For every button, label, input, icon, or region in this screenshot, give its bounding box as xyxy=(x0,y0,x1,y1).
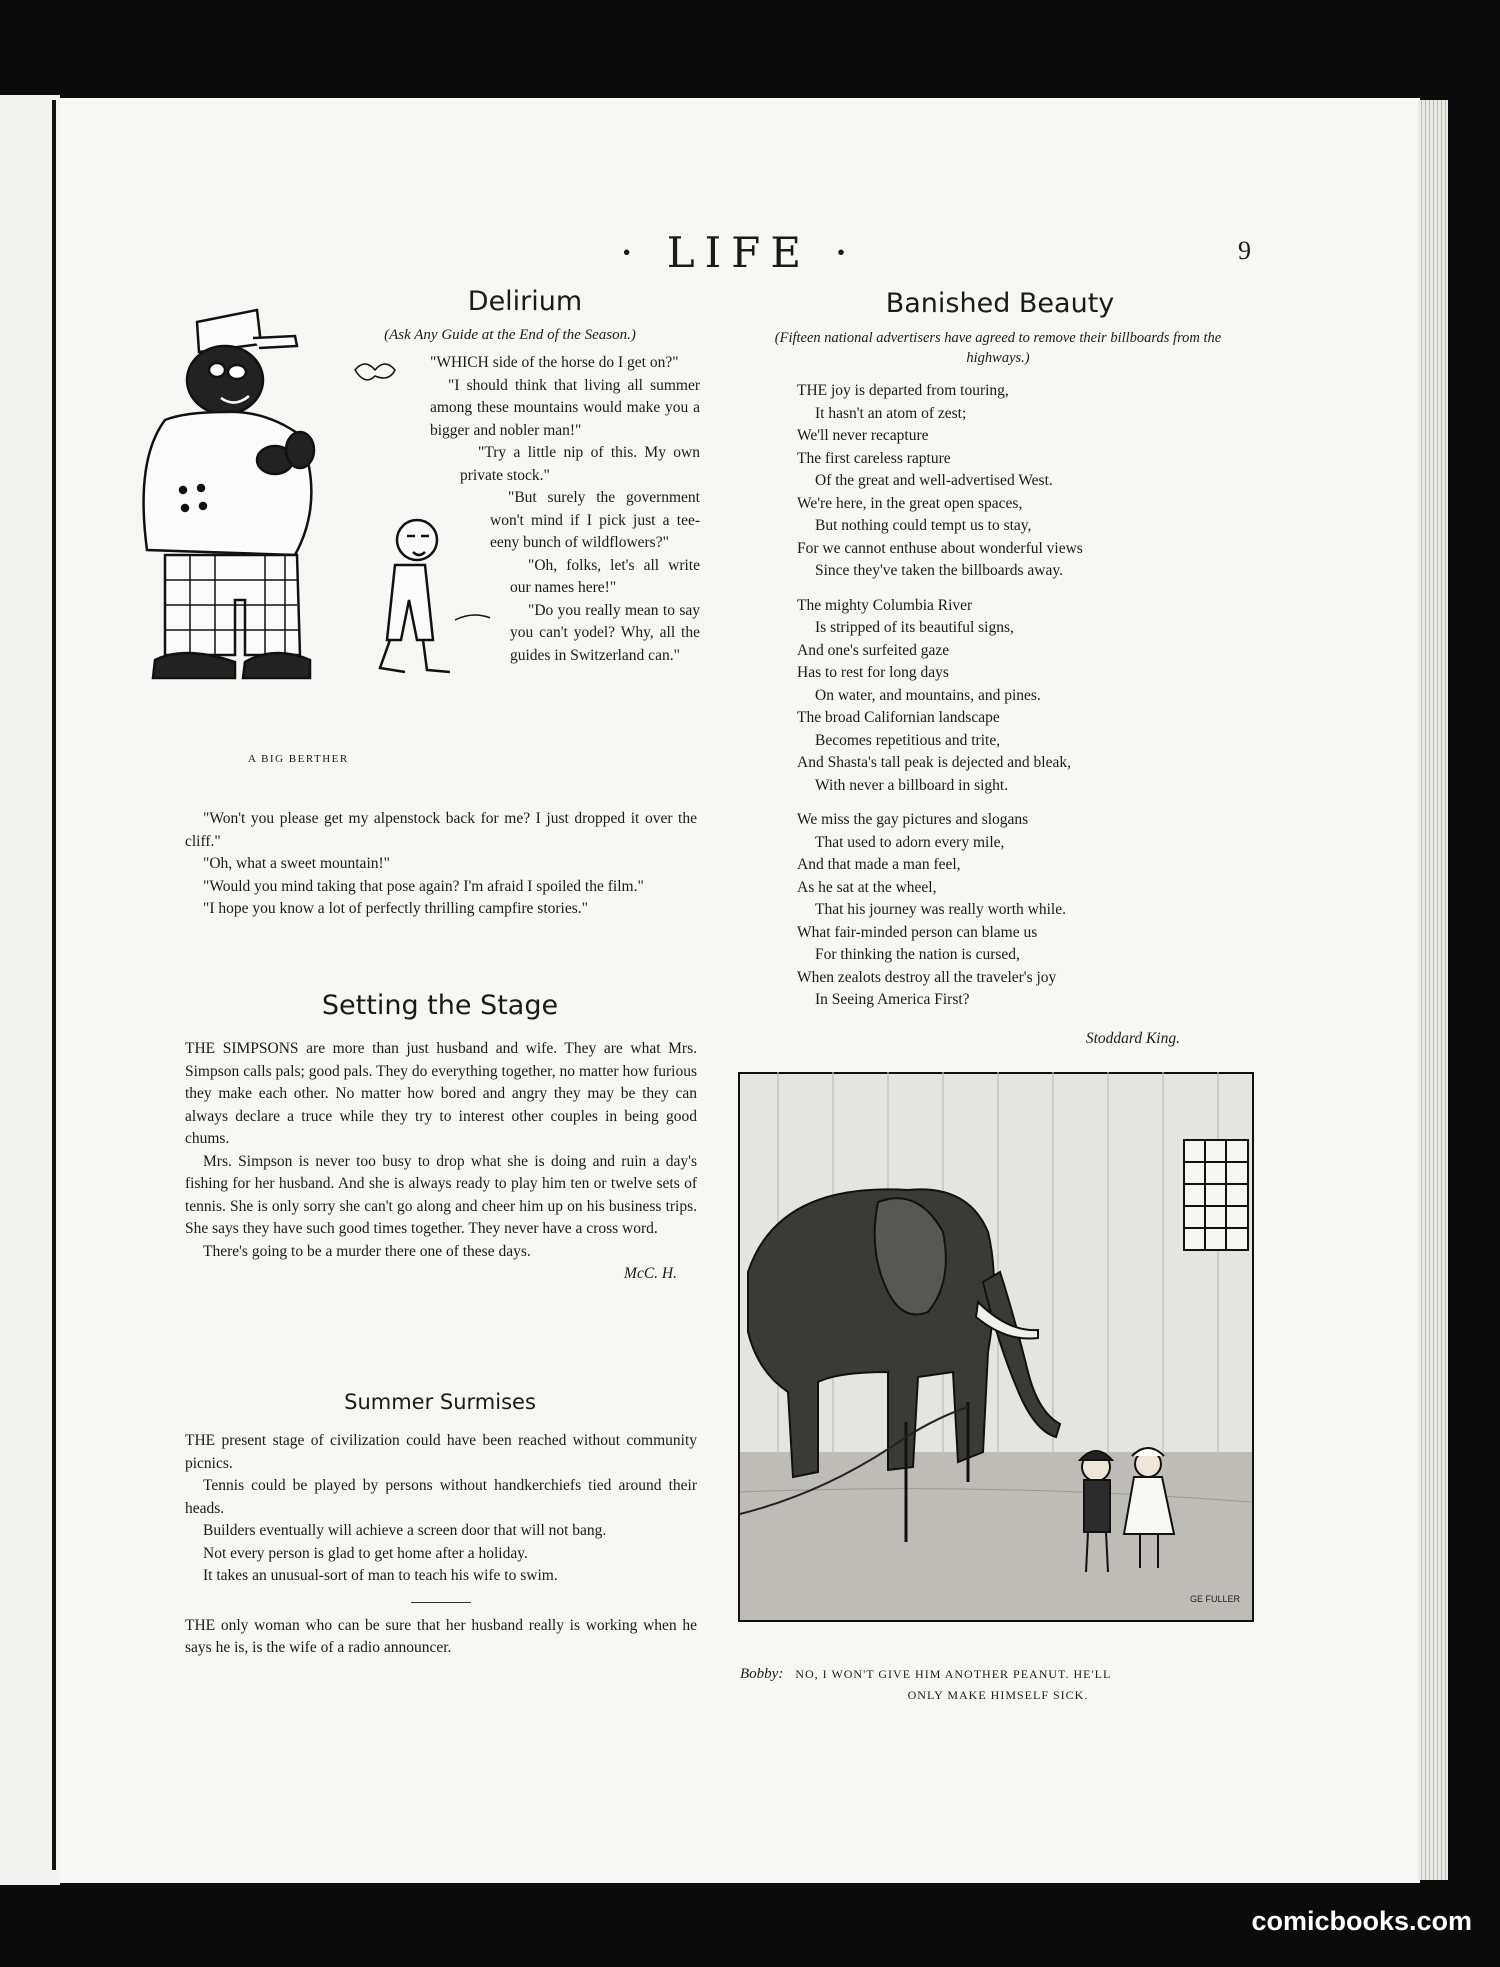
setting-stage-text xyxy=(185,1038,697,1286)
page-number: 9 xyxy=(1238,236,1251,265)
delirium-title: Delirium xyxy=(467,286,583,317)
poem-line: Is stripped of its beautiful signs, xyxy=(815,619,1014,636)
setting-stage-signature: McC. H. xyxy=(624,1265,677,1282)
caption-speaker: Bobby: xyxy=(740,1666,784,1682)
stanza-3 xyxy=(797,809,1217,1012)
caption-line-1: NO, I WON'T GIVE HIM ANOTHER PEANUT. HE'LL xyxy=(795,1667,1112,1681)
delirium-line-2: "I should think that living all summer among these mountains would make you a bigger and nobler man!" xyxy=(430,376,700,439)
surmise-3: Builders eventually will achieve a screen door that will not bang. xyxy=(203,1522,607,1539)
stanza-1 xyxy=(797,380,1217,583)
poem-line: That used to adorn every mile, xyxy=(815,833,1005,851)
delirium-line-9: "Would you mind taking that pose again? I'm afraid I spoiled the film." xyxy=(203,877,644,895)
masthead: · LIFE · xyxy=(620,228,858,277)
book-gutter xyxy=(52,100,56,1870)
delirium-line-3: "Try a little nip of this. My own private stock." xyxy=(460,444,700,484)
delirium-line-6: "Do you really mean to say you can't yodel? Why, all the guides in Switzerland can." xyxy=(510,601,700,664)
delirium-line-8: "Oh, what a sweet mountain!" xyxy=(203,855,390,872)
poem-line: Has to rest for long days xyxy=(797,664,949,681)
elephant-caption xyxy=(740,1664,1256,1706)
poem-line: As he sat at the wheel, xyxy=(797,878,937,896)
poem-line: Becomes repetitious and trite, xyxy=(815,731,1001,749)
elephant-cartoon xyxy=(738,1072,1254,1622)
delirium-text-lower xyxy=(185,808,697,921)
poem-line: On water, and mountains, and pines. xyxy=(815,686,1041,704)
setting-stage-para-2: Mrs. Simpson is never too busy to drop what she is doing and ruin a day's fishing for her husband. And she is always ready to play him ten or twelve sets of tennis. She is only sorry she can't go along and cheer him up on his business trips. She says they have such good times together. They never have a cross word. xyxy=(185,1152,697,1237)
poem-line: We're here, in the great open spaces, xyxy=(797,494,1023,512)
banished-beauty-poem xyxy=(797,380,1217,1012)
poem-line: The mighty Columbia River xyxy=(797,596,973,614)
poem-line: When zealots destroy all the traveler's joy xyxy=(797,968,1057,986)
surmise-1: THE present stage of civilization could have been reached without community picnics. xyxy=(185,1432,697,1472)
page-stack-edge xyxy=(1418,100,1448,1880)
poem-line: And one's surfeited gaze xyxy=(797,641,950,659)
poem-line: In Seeing America First? xyxy=(815,991,970,1008)
banished-beauty-subtitle: (Fifteen national advertisers have agreed to remove their billboards from the highways.) xyxy=(774,330,1222,366)
poem-line: For thinking the nation is cursed, xyxy=(815,946,1020,963)
cartoon-artist-signature: GE FULLER xyxy=(1190,1594,1241,1604)
delirium-line-4: "But surely the government won't mind if I pick just a tee-eeny bunch of wildflowers?" xyxy=(490,489,700,551)
poem-line: We'll never recapture xyxy=(797,427,929,444)
poem-line: The first careless rapture xyxy=(797,449,951,467)
caption-line-2: ONLY MAKE HIMSELF SICK. xyxy=(907,1688,1089,1702)
poem-line: With never a billboard in sight. xyxy=(815,776,1009,794)
setting-stage-para-3: There's going to be a murder there one of these days. xyxy=(203,1242,531,1260)
summer-surmises-text xyxy=(185,1430,697,1660)
poem-line: What fair-minded person can blame us xyxy=(797,923,1038,941)
poem-line: But nothing could tempt us to stay, xyxy=(815,517,1032,534)
poem-line: We miss the gay pictures and slogans xyxy=(797,811,1029,828)
poem-line: That his journey was really worth while. xyxy=(815,901,1066,918)
poem-line: THE joy is departed from touring, xyxy=(797,382,1009,399)
section-divider xyxy=(411,1602,471,1603)
left-page-edge xyxy=(0,95,60,1885)
poem-line: For we cannot enthuse about wonderful views xyxy=(797,539,1083,557)
delirium-subtitle: (Ask Any Guide at the End of the Season.) xyxy=(384,327,636,343)
radio-announcer-joke: THE only woman who can be sure that her husband really is working when he says he is, is the wife of a radio announcer. xyxy=(185,1616,697,1656)
delirium-line-10: "I hope you know a lot of perfectly thrilling campfire stories." xyxy=(203,900,588,917)
poem-line: It hasn't an atom of zest; xyxy=(815,404,967,422)
banished-beauty-signature: Stoddard King. xyxy=(1085,1030,1180,1047)
surmise-5: It takes an unusual-sort of man to teach his wife to swim. xyxy=(203,1567,558,1584)
poem-line: The broad Californian landscape xyxy=(797,709,1000,726)
delirium-line-1: "WHICH side of the horse do I get on?" xyxy=(430,354,679,371)
summer-surmises-title: Summer Surmises xyxy=(344,1390,536,1414)
poem-line: And that made a man feel, xyxy=(797,856,961,873)
banished-beauty-title: Banished Beauty xyxy=(885,288,1115,319)
delirium-line-7: "Won't you please get my alpenstock back for me? I just dropped it over the cliff." xyxy=(185,810,697,850)
delirium-text-upper xyxy=(430,352,700,667)
poem-line: And Shasta's tall peak is dejected and bleak, xyxy=(797,754,1071,771)
setting-stage-para-1: THE SIMPSONS are more than just husband and wife. They are what Mrs. Simpson calls pals; good pals. They do everything together, no matter how furious they make each other. No matter how bored and angry they may be they can always declare a truce while they try to interest other couples in being good chums. xyxy=(185,1040,697,1147)
surmise-2: Tennis could be played by persons without handkerchiefs tied around their heads. xyxy=(185,1477,697,1517)
surmise-4: Not every person is glad to get home after a holiday. xyxy=(203,1544,528,1562)
delirium-line-5: "Oh, folks, let's all write our names here!" xyxy=(510,556,700,596)
big-berther-caption: A BIG BERTHER xyxy=(248,753,349,765)
setting-stage-title: Setting the Stage xyxy=(321,990,559,1021)
stanza-2 xyxy=(797,595,1217,798)
poem-line: Of the great and well-advertised West. xyxy=(815,472,1053,489)
poem-line: Since they've taken the billboards away. xyxy=(815,562,1063,579)
watermark: comicbooks.com xyxy=(1251,1906,1472,1936)
